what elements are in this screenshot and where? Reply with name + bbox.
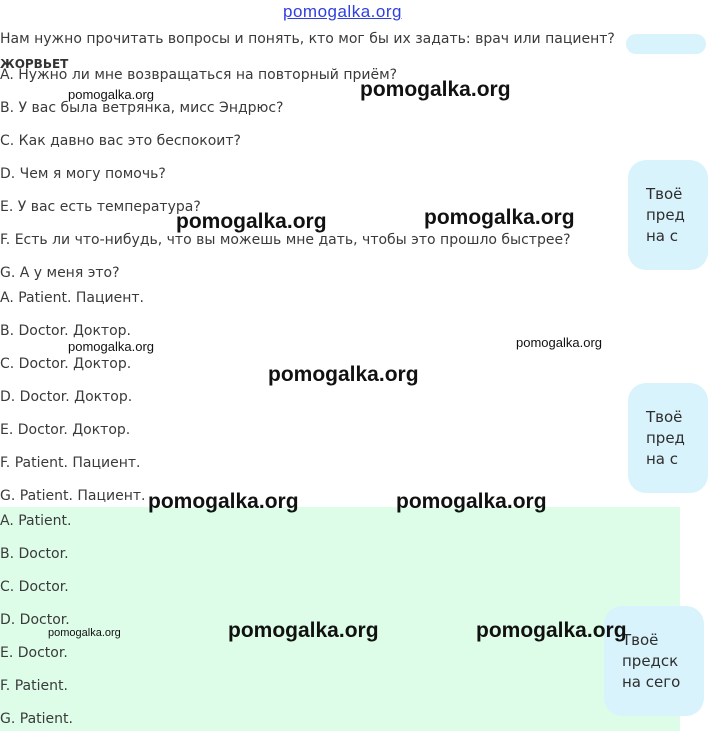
- answer-translated-b: B. Doctor. Доктор.: [0, 323, 131, 339]
- watermark: pomogalka.org: [516, 335, 602, 350]
- question-f: F. Есть ли что-нибудь, что вы можешь мне дать, чтобы это прошло быстрее?: [0, 232, 571, 248]
- question-c: C. Как давно вас это беспокоит?: [0, 133, 241, 149]
- chat-bubble-top[interactable]: [626, 34, 706, 54]
- chat-bubble-2[interactable]: Твоё пред на с: [628, 383, 708, 493]
- watermark: pomogalka.org: [176, 210, 327, 233]
- answer-final-d: D. Doctor.: [0, 612, 70, 628]
- answer-translated-c: C. Doctor. Доктор.: [0, 356, 132, 372]
- question-e: E. У вас есть температура?: [0, 199, 201, 215]
- watermark: pomogalka.org: [228, 619, 379, 642]
- answer-final-f: F. Patient.: [0, 678, 68, 694]
- answer-translated-a: A. Patient. Пациент.: [0, 290, 144, 306]
- answer-final-g: G. Patient.: [0, 711, 73, 727]
- answer-translated-e: E. Doctor. Доктор.: [0, 422, 131, 438]
- chat-bubble-1[interactable]: Твоё пред на с: [628, 160, 708, 270]
- chat-bubble-3[interactable]: Твоё предск на сего: [604, 606, 704, 716]
- answer-final-b: B. Doctor.: [0, 546, 69, 562]
- answer-final-a: A. Patient.: [0, 513, 72, 529]
- watermark: pomogalka.org: [396, 490, 547, 513]
- question-a: A. Нужно ли мне возвращаться на повторный приём?: [0, 67, 398, 83]
- answer-final-c: C. Doctor.: [0, 579, 69, 595]
- question-b: B. У вас была ветрянка, мисс Эндрюс?: [0, 100, 284, 116]
- watermark: pomogalka.org: [148, 490, 299, 513]
- question-d: D. Чем я могу помочь?: [0, 166, 166, 182]
- answer-final-e: E. Doctor.: [0, 645, 68, 661]
- header-watermark-link[interactable]: pomogalka.org: [283, 2, 402, 21]
- watermark: pomogalka.org: [68, 339, 154, 354]
- answer-translated-f: F. Patient. Пациент.: [0, 455, 141, 471]
- watermark: pomogalka.org: [68, 87, 154, 102]
- answer-translated-d: D. Doctor. Доктор.: [0, 389, 133, 405]
- watermark: pomogalka.org: [360, 78, 511, 101]
- watermark: pomogalka.org: [268, 363, 419, 386]
- watermark: pomogalka.org: [48, 627, 121, 639]
- intro-text: Нам нужно прочитать вопросы и понять, кто мог бы их задать: врач или пациент?: [0, 31, 615, 47]
- answer-translated-g: G. Patient. Пациент.: [0, 488, 146, 504]
- question-g: G. А у меня это?: [0, 265, 120, 281]
- cut-off-word: ЖОРВЬЕТ: [0, 57, 69, 71]
- watermark: pomogalka.org: [476, 619, 627, 642]
- watermark: pomogalka.org: [424, 206, 575, 229]
